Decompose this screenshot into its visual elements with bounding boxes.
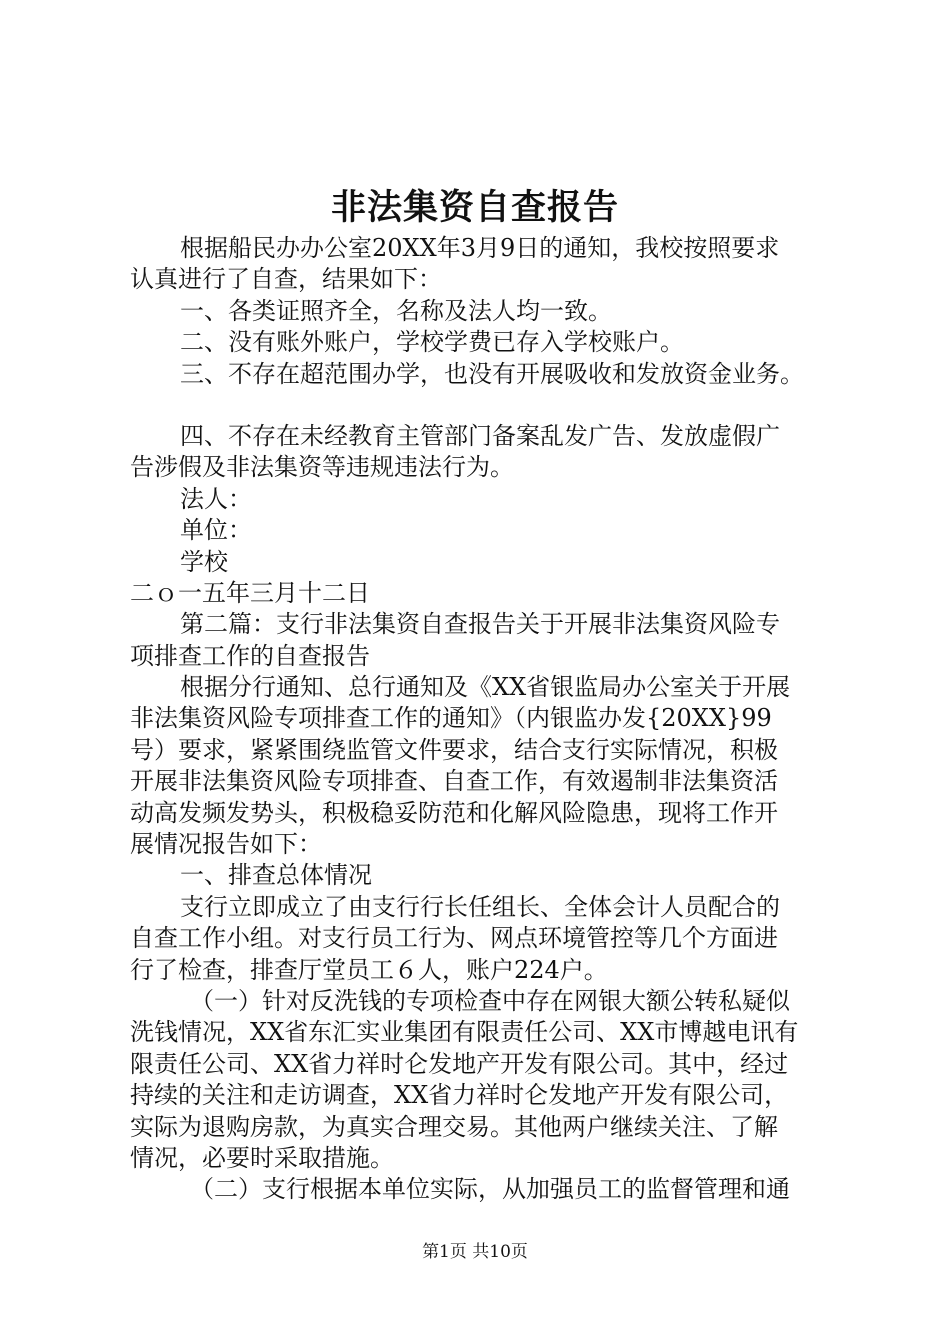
document-body [130,233,832,1206]
blank-line [130,390,832,421]
paragraph-line: （二）支行根据本单位实际，从加强员工的监督管理和通 [190,1175,790,1204]
paragraph-line: （一）针对反洗钱的专项检查中存在网银大额公转私疑似 [190,986,790,1015]
paragraph-line: 支行立即成立了由支行行长任组长、全体会计人员配合的 [180,892,780,921]
section-heading: 项排查工作的自查报告 [130,641,370,670]
paragraph-line: 限责任公司、XX省力祥时仑发地产开发有限公司。其中，经过 [130,1049,789,1078]
signature-label: 单位： [180,516,252,545]
paragraph-line: 实际为退购房款，为真实合理交易。其他两户继续关注、了解 [130,1112,778,1141]
paragraph-line: 认真进行了自查，结果如下： [130,265,442,294]
signature-value: 学校 [180,547,228,576]
paragraph-line: 开展非法集资风险专项排查、自查工作，有效遏制非法集资活 [130,767,778,796]
paragraph-line: 二、没有账外账户，学校学费已存入学校账户。 [180,328,684,357]
signature-date: 二ｏ一五年三月十二日 [130,578,370,607]
paragraph-line: 一、各类证照齐全，名称及法人均一致。 [180,296,612,325]
paragraph-line: 四、不存在未经教育主管部门备案乱发广告、发放虚假广 [180,421,780,450]
paragraph-line: 告涉假及非法集资等违规违法行为。 [130,453,514,482]
paragraph-line: 根据分行通知、总行通知及《XX省银监局办公室关于开展 [180,673,791,702]
page-number: 第1页 共10页 [422,1242,528,1262]
paragraph-line: 展情况报告如下： [130,830,322,859]
subsection-heading: 一、排查总体情况 [180,861,372,890]
signature-label: 法人： [180,484,252,513]
paragraph-line: 情况，必要时采取措施。 [130,1143,394,1172]
document-title: 非法集资自查报告 [330,187,619,228]
paragraph-line: 行了检查，排查厅堂员工６人，账户224户。 [130,955,608,984]
paragraph-line: 动高发频发势头，积极稳妥防范和化解风险隐患，现将工作开 [130,798,778,827]
paragraph-line: 持续的关注和走访调查，XX省力祥时仑发地产开发有限公司， [130,1081,789,1110]
paragraph-line: 洗钱情况，XX省东汇实业集团有限责任公司、XX市博越电讯有 [130,1018,799,1047]
section-heading: 第二篇：支行非法集资自查报告关于开展非法集资风险专 [180,610,780,639]
paragraph-line: 自查工作小组。对支行员工行为、网点环境管控等几个方面进 [130,924,778,953]
paragraph-line: 非法集资风险专项排查工作的通知》（内银监办发{20XX}99 [130,704,772,733]
paragraph-line: 号）要求，紧紧围绕监管文件要求，结合支行实际情况，积极 [130,735,778,764]
paragraph-line: 根据船民办办公室20XX年3月9日的通知，我校按照要求 [180,234,780,262]
paragraph-line: 三、不存在超范围办学，也没有开展吸收和发放资金业务。 [180,359,804,388]
